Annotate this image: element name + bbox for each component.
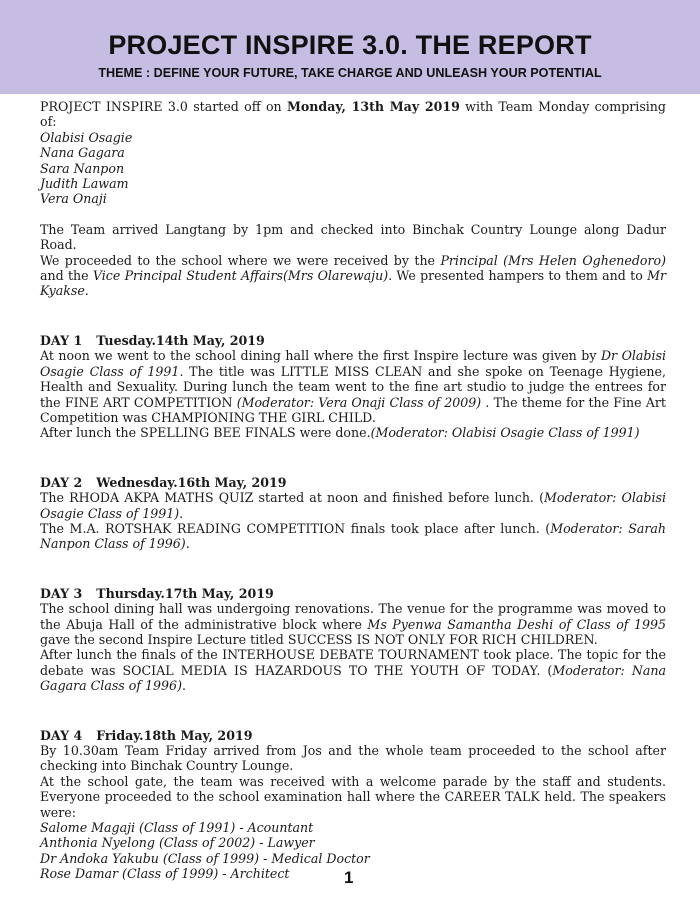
arrival-paragraph: The Team arrived Langtang by 1pm and checked into Binchak Country Lounge along Dadur Road. bbox=[40, 221, 666, 253]
reception-text: . We presented hampers to them and to bbox=[388, 268, 648, 284]
speaker: Anthonia Nyelong (Class of 2002) - Lawyer bbox=[40, 835, 315, 851]
team-member: Nana Gagara bbox=[40, 145, 125, 161]
day2-text: . bbox=[185, 536, 190, 552]
reception-text: We proceeded to the school where we were received by the bbox=[40, 252, 441, 268]
day1-text: . The title was LITTLE MISS CLEAN and she spoke on Teenage Hygiene, Health and Sexuality. During lunch the team went to the fine art studio to judge the entrees for the FINE ART COMPETITION bbox=[40, 363, 666, 410]
day2-moderator: Moderator: Sarah Nanpon Class of 1996) bbox=[40, 520, 666, 552]
day3-moderator: Moderator: Nana Gagara Class of 1996) bbox=[40, 662, 667, 694]
reception-paragraph bbox=[40, 253, 666, 299]
day3-text: gave the second Inspire Lecture titled SUCCESS IS NOT ONLY FOR RICH CHILDREN. bbox=[40, 631, 598, 647]
day3-heading bbox=[40, 586, 666, 601]
day1-lecturer: Dr Olabisi Osagie Class of 1991 bbox=[40, 348, 667, 379]
intro-text: PROJECT INSPIRE 3.0 started off on bbox=[40, 99, 287, 114]
team-member: Olabisi Osagie bbox=[40, 129, 133, 145]
day3-label: DAY 3 bbox=[40, 585, 83, 601]
header-banner bbox=[0, 0, 700, 94]
intro-paragraph bbox=[40, 99, 666, 130]
day4-arrival: By 10.30am Team Friday arrived from Jos and the whole team proceeded to the school after checking into Binchak Country Lounge. bbox=[40, 743, 666, 774]
day1-moderator: (Moderator: Vera Onaji Class of 2009) bbox=[236, 394, 482, 410]
day1-text: After lunch the SPELLING BEE FINALS were done. bbox=[40, 425, 371, 441]
day3-lecturer: Ms Pyenwa Samantha Deshi of Class of 1995 bbox=[367, 616, 667, 632]
day4-label: DAY 4 bbox=[40, 727, 83, 743]
report-body bbox=[40, 99, 666, 882]
vice-principal-name: Vice Principal Student Affairs(Mrs Olarewaju) bbox=[92, 268, 389, 284]
day1-heading bbox=[40, 333, 666, 348]
day3-text: After lunch the finals of the INTERHOUSE DEBATE TOURNAMENT took place. The topic for the debate was SOCIAL MEDIA IS HAZARDOUS TO THE YOUTH OF TODAY. ( bbox=[40, 647, 666, 678]
day4-career-talk: At the school gate, the team was received with a welcome parade by the staff and students. Everyone proceeded to the school examination hall where the CAREER TALK held. The speakers were: bbox=[40, 773, 666, 820]
speaker: Rose Damar (Class of 1999) - Architect bbox=[40, 866, 290, 882]
day1-spelling-bee bbox=[40, 425, 666, 440]
day1-label: DAY 1 bbox=[40, 332, 83, 348]
team-member: Judith Lawam bbox=[40, 176, 129, 192]
day1-moderator: (Moderator: Olabisi Osagie Class of 1991) bbox=[370, 425, 640, 441]
mr-kyakse: Mr Kyakse. bbox=[40, 268, 666, 299]
day2-text: The RHODA AKPA MATHS QUIZ started at noon and finished before lunch. ( bbox=[40, 490, 544, 506]
day1-text: At noon we went to the school dining hall where the first Inspire lecture was given by bbox=[40, 348, 601, 364]
day4-heading bbox=[40, 728, 666, 743]
day3-debate bbox=[40, 647, 666, 693]
day2-date: Wednesday.16th May, 2019 bbox=[96, 474, 287, 490]
report-title: PROJECT INSPIRE 3.0. THE REPORT bbox=[108, 30, 592, 60]
day3-text: The school dining hall was undergoing renovations. The venue for the programme was moved to the Abuja Hall of the administrative block where bbox=[40, 601, 666, 632]
day2-heading bbox=[40, 475, 666, 490]
speaker: Salome Magaji (Class of 1991) - Acountant bbox=[40, 820, 314, 836]
page-number: 1 bbox=[344, 868, 354, 887]
team-member: Sara Nanpon bbox=[40, 160, 125, 176]
day2-moderator: Moderator: Olabisi Osagie Class of 1991) bbox=[40, 490, 666, 521]
day1-date: Tuesday.14th May, 2019 bbox=[96, 332, 265, 348]
day3-date: Thursday.17th May, 2019 bbox=[96, 585, 274, 601]
day2-maths-quiz bbox=[40, 490, 666, 521]
team-member: Vera Onaji bbox=[40, 191, 107, 207]
team-monday-list bbox=[40, 130, 666, 207]
day4-date: Friday.18th May, 2019 bbox=[96, 727, 253, 743]
principal-name: Principal (Mrs Helen Oghenedoro) bbox=[440, 252, 666, 268]
day1-text: . The theme for the Fine Art Competition was CHAMPIONING THE GIRL CHILD. bbox=[40, 394, 666, 425]
intro-text-end: with Team Monday comprising of: bbox=[40, 99, 666, 130]
day2-text: The M.A. ROTSHAK READING COMPETITION finals took place after lunch. ( bbox=[40, 520, 551, 536]
day3-text: . bbox=[181, 678, 186, 694]
reception-text: and the bbox=[40, 268, 93, 284]
day2-text: . bbox=[179, 505, 184, 521]
day2-reading-competition bbox=[40, 521, 666, 552]
day3-lecture bbox=[40, 601, 666, 647]
day1-paragraph bbox=[40, 348, 666, 425]
start-date: Monday, 13th May 2019 bbox=[286, 99, 460, 114]
report-theme: THEME : DEFINE YOUR FUTURE, TAKE CHARGE AND UNLEASH YOUR POTENTIAL bbox=[98, 66, 602, 80]
day2-label: DAY 2 bbox=[40, 474, 83, 490]
speaker: Dr Andoka Yakubu (Class of 1999) - Medical Doctor bbox=[40, 850, 370, 866]
